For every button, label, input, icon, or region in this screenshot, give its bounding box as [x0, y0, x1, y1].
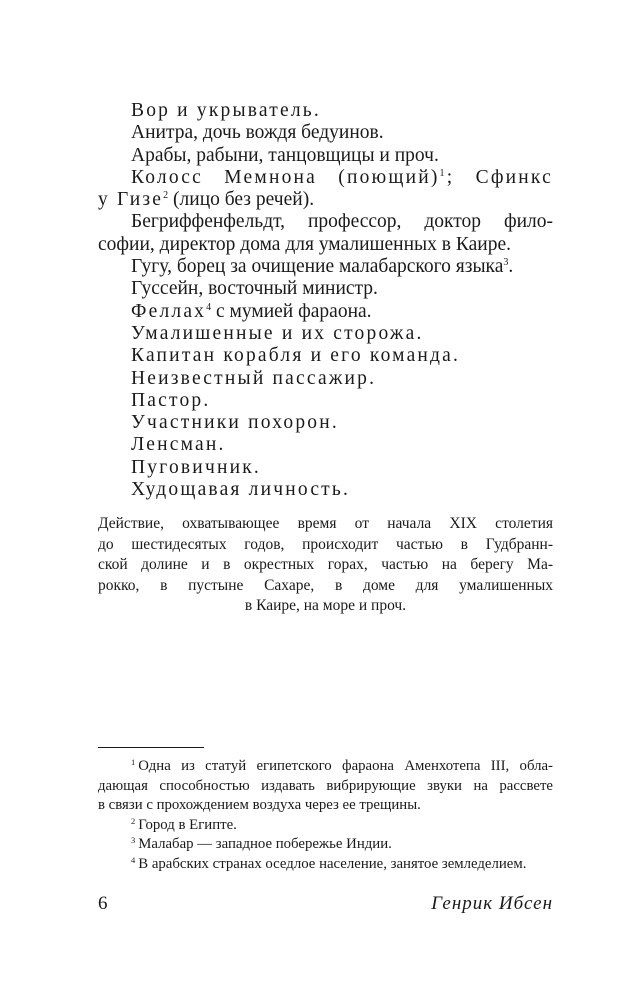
- cast-entry-continuation: [98, 234, 553, 256]
- cast-list: [98, 100, 553, 501]
- footnote-mark: 3: [131, 835, 136, 846]
- cast-entry: [98, 301, 553, 323]
- footnote: [98, 757, 553, 777]
- cast-entry-text: .: [508, 256, 514, 278]
- cast-entry-continuation: [98, 189, 553, 211]
- footnote-text: дающая способностью издавать вибрирующие звуки на рассвете: [98, 777, 553, 794]
- setting-line: Действие, охватывающее время от начала XIX столетия: [98, 515, 553, 532]
- cast-entry: [98, 479, 553, 501]
- footnote-ref: 4: [206, 301, 212, 313]
- cast-entry-text: софии, директор дома для умалишенных в Каире.: [98, 233, 511, 255]
- footnote-ref: 2: [163, 190, 169, 202]
- cast-entry: [98, 434, 553, 456]
- cast-entry-text: Участники похорон.: [131, 412, 339, 434]
- cast-entry-text: Гуссейн, восточный министр.: [131, 278, 378, 300]
- cast-entry-text: Вор и укрыватель.: [131, 100, 321, 121]
- setting-line: до шестидесятых годов, происходит частью в Гудбранн-: [98, 535, 553, 553]
- setting-description: [98, 514, 553, 617]
- footnote-ref: 1: [439, 167, 447, 179]
- cast-entry-text: Умалишенные и их сторожа.: [131, 322, 424, 344]
- footnote-continuation: [98, 796, 553, 816]
- cast-entry: [98, 345, 553, 367]
- footnote: [98, 816, 553, 836]
- cast-entry: [98, 167, 553, 189]
- footnote-continuation: [98, 777, 553, 797]
- setting-line: ской долине и в окрестных горах, частью на берегу Ма-: [98, 556, 553, 573]
- cast-entry: [98, 145, 553, 167]
- cast-entry: [98, 457, 553, 479]
- footnote-text: Одна из статуй египетского фараона Аменхотепа III, обла-: [138, 758, 553, 774]
- cast-entry: [98, 211, 553, 233]
- cast-entry-text: Ленсман.: [131, 434, 226, 456]
- footnote-divider: [98, 747, 204, 748]
- cast-entry: [98, 412, 553, 434]
- cast-entry: [98, 100, 553, 122]
- cast-entry-text: Худощавая личность.: [131, 479, 351, 501]
- cast-entry: [98, 278, 553, 300]
- setting-line: в Каире, на море и проч.: [244, 597, 407, 614]
- cast-entry-text: у Гизе: [98, 189, 164, 211]
- cast-entry-text: Гугу, борец за очищение малабарского языка: [131, 256, 504, 278]
- cast-entry-text: Феллах: [131, 300, 207, 322]
- footnote: [98, 835, 553, 855]
- running-title: Генрик Ибсен: [431, 893, 553, 914]
- cast-entry-text: (лицо без речей).: [168, 189, 315, 211]
- cast-entry: [98, 368, 553, 390]
- cast-entry-text: Пуговичник.: [131, 456, 261, 478]
- footnote-ref: 3: [503, 257, 509, 269]
- cast-entry-text: Арабы, рабыни, танцовщицы и проч.: [131, 144, 439, 166]
- cast-entry-text: Бегриффенфельдт, профессор, доктор фило-: [131, 211, 553, 233]
- footnote-text: Малабар — западное побережье Индии.: [138, 836, 392, 853]
- cast-entry-text: ; Сфинкс: [446, 166, 553, 188]
- cast-entry: [98, 122, 553, 144]
- cast-entry-text: Неизвестный пассажир.: [131, 367, 377, 389]
- cast-entry-text: Колосс Мемнона (поющий): [131, 166, 440, 188]
- footnote-mark: 4: [131, 854, 136, 865]
- cast-entry-text: Анитра, дочь вождя бедуинов.: [131, 122, 384, 144]
- footnote-text: В арабских странах оседлое население, занятое земледелием.: [138, 855, 527, 872]
- cast-entry-text: с мумией фараона.: [211, 300, 372, 322]
- cast-entry-text: Капитан корабля и его команда.: [131, 345, 461, 367]
- cast-entry: [98, 256, 553, 278]
- footnotes: [98, 757, 553, 875]
- setting-line: рокко, в пустыне Сахаре, в доме для умалишенных: [98, 576, 553, 594]
- footnote: [98, 855, 553, 875]
- cast-entry: [98, 390, 553, 412]
- footnote-text: в связи с прохождением воздуха через ее трещины.: [98, 797, 421, 814]
- cast-entry-text: Пастор.: [131, 389, 211, 411]
- footnote-mark: 1: [131, 757, 136, 767]
- footnote-mark: 2: [131, 815, 136, 826]
- cast-entry: [98, 323, 553, 345]
- page-number: 6: [98, 893, 108, 914]
- footnote-text: Город в Египте.: [138, 816, 237, 833]
